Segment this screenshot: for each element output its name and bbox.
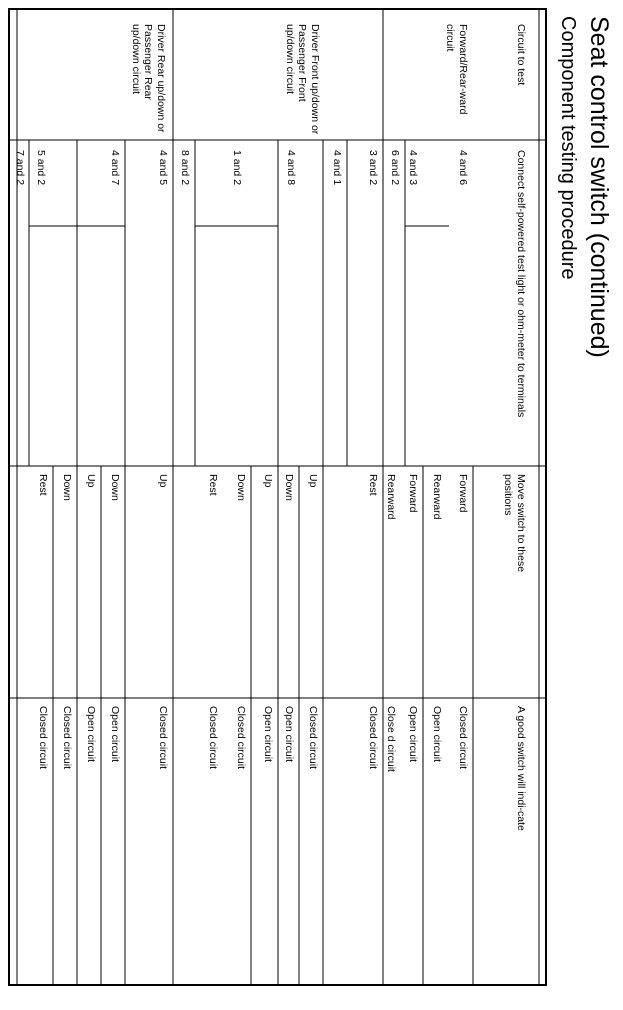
- terminal-cell: 5 and 2: [35, 150, 47, 186]
- terminal-cell: 4 and 1: [331, 150, 343, 186]
- component-testing-table: [7, 8, 547, 986]
- terminal-cell: 1 and 2: [231, 150, 243, 186]
- terminal-cell: 4 and 5: [157, 150, 169, 186]
- terminal-cell: 6 and 2: [389, 150, 401, 186]
- position-cell: Rest: [207, 474, 219, 496]
- header-terminals: Connect self-powered test light or ohm-meter to terminals: [515, 150, 527, 418]
- position-cell: Rest: [367, 474, 379, 496]
- result-cell: Closed circuit: [367, 706, 379, 770]
- position-cell: Up: [157, 474, 169, 488]
- circuit-group-front-up-down: Driver Front up/down or Passenger Front up/down circuit: [284, 24, 321, 135]
- position-cell: Forward: [457, 474, 469, 513]
- page-subtitle: Component testing procedure: [557, 16, 579, 280]
- position-cell: Down: [61, 474, 73, 501]
- terminal-cell: 8 and 2: [179, 150, 191, 186]
- result-cell: Closed circuit: [61, 706, 73, 770]
- result-cell: Open circuit: [431, 706, 443, 763]
- result-cell: Closed circuit: [307, 706, 319, 770]
- result-cell: Open circuit: [109, 706, 121, 763]
- header-circuit: Circuit to test: [515, 24, 527, 86]
- terminal-cell: 7 and 2: [14, 150, 26, 186]
- terminal-cell: 4 and 3: [407, 150, 419, 186]
- terminal-cell: 4 and 6: [457, 150, 469, 186]
- position-cell: Rearward: [385, 474, 397, 520]
- result-cell: Open circuit: [262, 706, 274, 763]
- position-cell: Up: [262, 474, 274, 488]
- terminal-cell: 4 and 7: [109, 150, 121, 186]
- page-title: Seat control switch (continued): [585, 16, 613, 358]
- header-indicate: A good switch will indi-cate: [515, 706, 527, 831]
- result-cell: Close d circuit: [385, 706, 397, 772]
- header-positions: Move switch to these positions: [502, 474, 527, 573]
- position-cell: Down: [283, 474, 295, 501]
- result-cell: Closed circuit: [457, 706, 469, 770]
- circuit-group-forward-rearward: Forward/Rear-ward circuit: [444, 24, 469, 115]
- position-cell: Down: [235, 474, 247, 501]
- result-cell: Open circuit: [407, 706, 419, 763]
- position-cell: Up: [307, 474, 319, 488]
- position-cell: Down: [109, 474, 121, 501]
- result-cell: Closed circuit: [157, 706, 169, 770]
- result-cell: Closed circuit: [37, 706, 49, 770]
- result-cell: Closed circuit: [207, 706, 219, 770]
- position-cell: Forward: [407, 474, 419, 513]
- terminal-cell: 4 and 8: [285, 150, 297, 186]
- result-cell: Closed circuit: [235, 706, 247, 770]
- circuit-group-rear-up-down: Driver Rear up/down or Passenger Rear up/down circuit: [130, 24, 167, 133]
- position-cell: Rest: [37, 474, 49, 496]
- result-cell: Open circuit: [283, 706, 295, 763]
- result-cell: Open circuit: [85, 706, 97, 763]
- position-cell: Up: [85, 474, 97, 488]
- terminal-cell: 3 and 2: [367, 150, 379, 186]
- position-cell: Rearward: [431, 474, 443, 520]
